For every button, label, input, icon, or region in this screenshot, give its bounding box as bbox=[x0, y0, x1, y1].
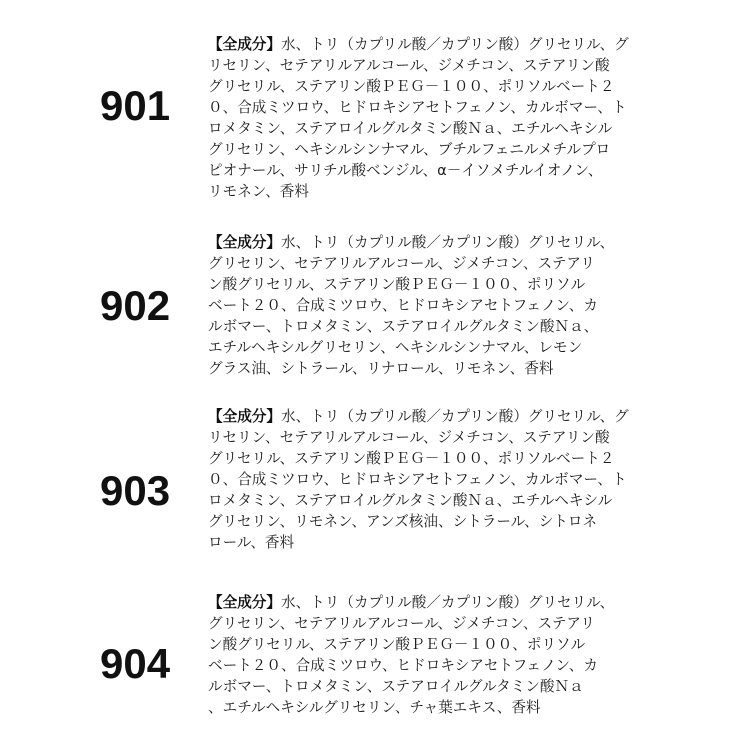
product-number: 903 bbox=[100, 467, 171, 514]
ingredients-line: グリセリル、ステアリン酸ＰＥＧ－１００、ポリソルベート２ bbox=[208, 450, 615, 467]
ingredients-line: リモネン、香料 bbox=[208, 183, 309, 200]
ingredients-label: 【全成分】 bbox=[208, 408, 281, 425]
ingredients-block bbox=[208, 592, 728, 718]
ingredients-text: 水、トリ（カプリル酸／カプリン酸）グリセリル、グ bbox=[280, 36, 629, 53]
ingredients-line: グリセリン、セテアリルアルコール、ジメチコン、ステアリ bbox=[208, 255, 596, 272]
ingredients-line: リセリン、セテアリルアルコール、ジメチコン、ステアリン酸 bbox=[208, 429, 610, 446]
ingredients-line bbox=[208, 592, 728, 613]
ingredients-text: 水、トリ（カプリル酸／カプリン酸）グリセリル、グ bbox=[280, 408, 629, 425]
ingredients-line: ピオナール、サリチル酸ベンジル、α－イソメチルイオノン、 bbox=[208, 162, 603, 179]
ingredients-block bbox=[208, 406, 728, 553]
ingredients-label: 【全成分】 bbox=[208, 234, 281, 251]
ingredients-text: 水、トリ（カプリル酸／カプリン酸）グリセリル、 bbox=[280, 234, 615, 251]
ingredients-line: グラス油、シトラール、リナロール、リモネン、香料 bbox=[208, 360, 554, 377]
ingredients-line: ン酸グリセリル、ステアリン酸ＰＥＧ－１００、ポリソル bbox=[208, 276, 586, 293]
product-number: 901 bbox=[100, 82, 171, 129]
ingredients-line: グリセリル、ステアリン酸ＰＥＧ－１００、ポリソルベート２ bbox=[208, 78, 615, 95]
ingredients-line: ０、合成ミツロウ、ヒドロキシアセトフェノン、カルボマー、ト bbox=[208, 471, 627, 488]
ingredients-line: 、エチルヘキシルグリセリン、チャ葉エキス、香料 bbox=[208, 699, 541, 716]
ingredients-line bbox=[208, 34, 728, 55]
ingredients-line: グリセリン、セテアリルアルコール、ジメチコン、ステアリ bbox=[208, 615, 596, 632]
product-number: 904 bbox=[100, 640, 171, 687]
ingredients-line: ロメタミン、ステアロイルグルタミン酸Ｎａ、エチルヘキシル bbox=[208, 120, 613, 137]
ingredients-line bbox=[208, 232, 728, 253]
ingredients-line: ロメタミン、ステアロイルグルタミン酸Ｎａ、エチルヘキシル bbox=[208, 492, 613, 509]
ingredients-label: 【全成分】 bbox=[208, 36, 281, 53]
ingredients-line: ルボマー、トロメタミン、ステアロイルグルタミン酸Ｎａ bbox=[208, 678, 584, 695]
ingredients-line: ン酸グリセリル、ステアリン酸ＰＥＧ－１００、ポリソル bbox=[208, 636, 586, 653]
ingredients-line: ロール、香料 bbox=[208, 534, 295, 551]
ingredients-line: エチルヘキシルグリセリン、ヘキシルシンナマル、レモン bbox=[208, 339, 583, 356]
ingredients-line: リセリン、セテアリルアルコール、ジメチコン、ステアリン酸 bbox=[208, 57, 610, 74]
ingredients-text: 水、トリ（カプリル酸／カプリン酸）グリセリル、 bbox=[280, 594, 615, 611]
ingredients-line: グリセリン、リモネン、アンズ核油、シトラール、シトロネ bbox=[208, 513, 598, 530]
ingredients-line bbox=[208, 406, 728, 427]
ingredients-line: ルボマー、トロメタミン、ステアロイルグルタミン酸Ｎａ、 bbox=[208, 318, 599, 335]
ingredients-line: ベート２０、合成ミツロウ、ヒドロキシアセトフェノン、カ bbox=[208, 297, 598, 314]
ingredients-label: 【全成分】 bbox=[208, 594, 281, 611]
product-number: 902 bbox=[100, 282, 171, 329]
ingredients-line: ベート２０、合成ミツロウ、ヒドロキシアセトフェノン、カ bbox=[208, 657, 598, 674]
ingredients-line: ０、合成ミツロウ、ヒドロキシアセトフェノン、カルボマー、ト bbox=[208, 99, 627, 116]
ingredients-block bbox=[208, 34, 728, 202]
ingredients-line: グリセリン、ヘキシルシンナマル、ブチルフェニルメチルプロ bbox=[208, 141, 611, 158]
ingredients-block bbox=[208, 232, 728, 379]
